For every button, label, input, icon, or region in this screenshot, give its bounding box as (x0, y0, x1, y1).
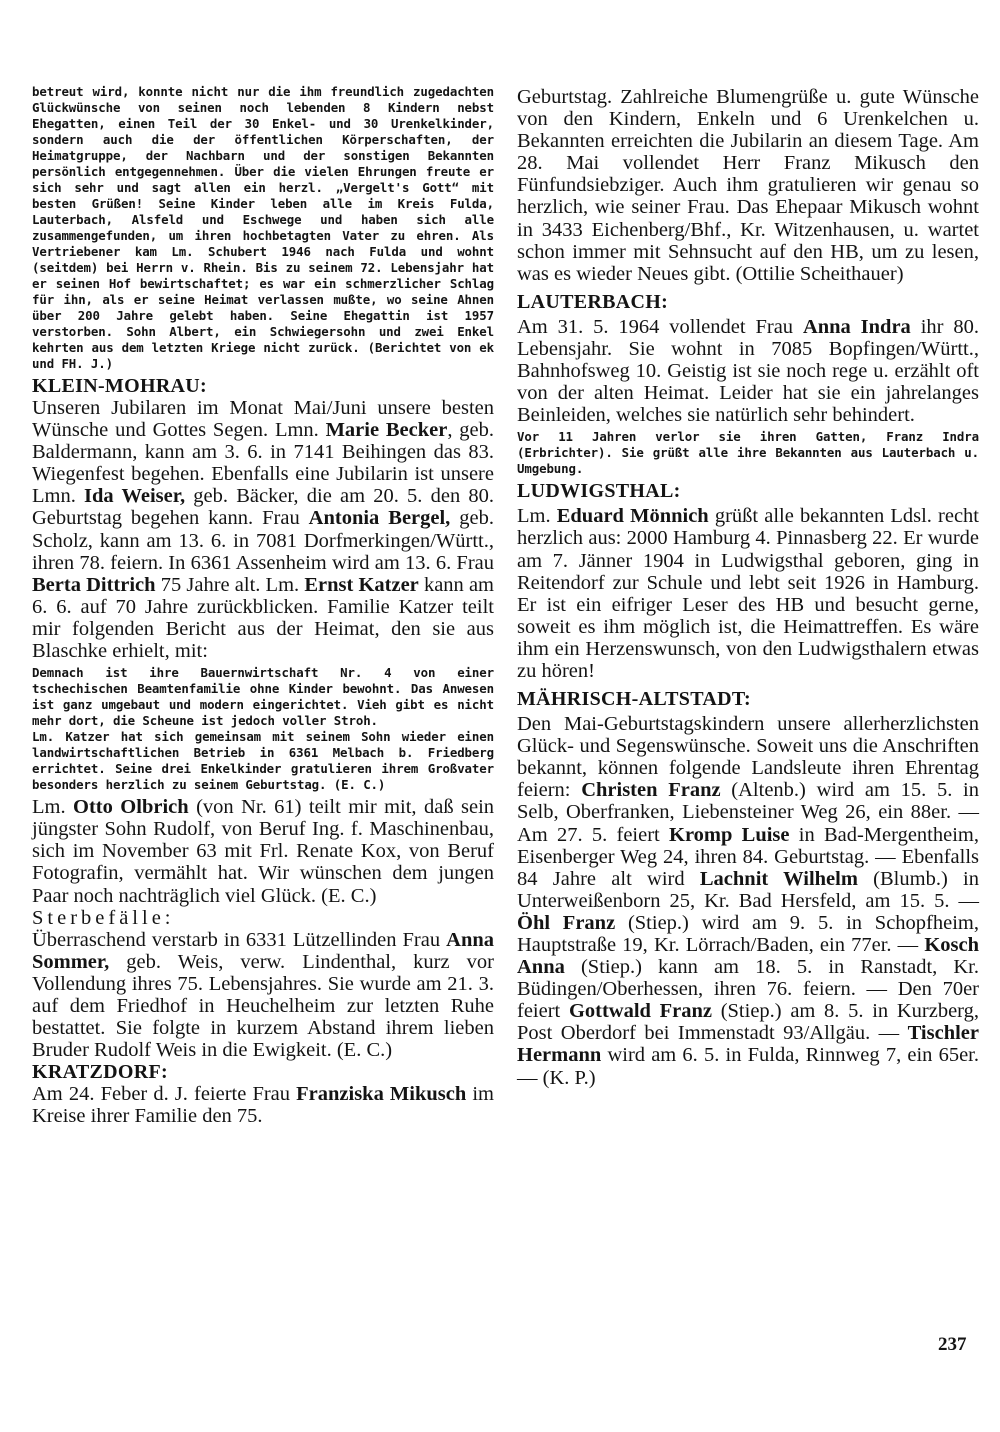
person-name: Christen Franz (581, 779, 721, 802)
person-name: Tischler Hermann (517, 1022, 979, 1067)
text: (Stiep.) am 8. 5. in Kurzberg, Post Oberdorf bei Immenstadt 93/Allgäu. — (517, 1000, 979, 1045)
person-name: Anna Sommer, (32, 928, 494, 973)
report-from-homeland: Demnach ist ihre Bauernwirtschaft Nr. 4 von einer tschechischen Beamtenfamilie ohne Kinder bewohnt. Das Anwesen ist ganz umgebaut und modern eingerichtet. Vieh gibt es nicht mehr dort, die Scheune ist jedoch voller Stroh. (32, 665, 494, 729)
person-name: Marie Becker (325, 419, 448, 442)
text: Lm. (32, 796, 74, 819)
person-name: Anna Indra (802, 315, 911, 338)
text: (Blumb.) in Unterweißenborn 25, Kr. Bad Hersfeld, am 15. 5. — (517, 867, 979, 912)
paragraph-olbrich-wedding (32, 796, 494, 906)
paragraph-klein-mohrau-birthdays (32, 397, 494, 662)
left-column (32, 84, 494, 1127)
article-continuation: betreut wird, konnte nicht nur die ihm freundlich zugedachten Glückwünsche von seinen noch lebenden 8 Kindern nebst Ehegatten, einen Teil der 30 Enkel- und 30 Urenkelkinder, sondern auch die der öffentlichen Körperschaften, der Heimatgruppe, der Nachbarn und der sonstigen Bekannten persönlich entgegennehmen. Über die vielen Ehrungen freute er sich sehr und sagt allen ein herzl. „Vergelt's Gott“ mit besten Grüßen! Seine Kinder leben alle im Kreis Fulda, Lauterbach, Alsfeld und Eschwege und haben sich alle zusammengefunden, um ihren hochbetagten Vater zu ehren. Als Vertriebener kam Lm. Schubert 1946 nach Fulda und wohnt (seitdem) bei Herrn v. Rhein. Bis zu seinem 72. Lebensjahr hat er seinen Hof bewirtschaftet; es war ein schmerzlicher Schlag für ihn, als er seine Heimat verlassen mußte, wo seine Ahnen über 200 Jahre gelebt haben. Seine Ehegattin ist 1957 verstorben. Sohn Albert, ein Schwiegersohn und zwei Enkel kehrten aus dem letzten Kriege nicht zurück. (Berichtet von ek und FH. J.) (32, 84, 494, 371)
paragraph-death-notice (32, 929, 494, 1062)
text: geb. Weis, verw. Lindenthal, kurz vor Vollendung ihres 75. Lebensjahres. Sie wurde am 21. 3. auf dem Friedhof in Heuchelheim zur letzten Ruhe bestattet. Sie folgte in kurzem Abstand ihrem lieben Bruder Rudolf Weis in die Ewigkeit. (E. C.) (32, 950, 494, 1062)
text: Den Mai-Geburtstagskindern unsere allerherzlichsten Glück- und Segenswünsche. Soweit uns die Anschriften bekannt, können folgende Landsleute ihren Ehrentag feiern: (517, 713, 979, 802)
person-name: Lachnit Wilhelm (699, 867, 858, 890)
text: (von Nr. 61) teilt mir mit, daß sein jüngster Sohn Rudolf, von Beruf Ing. f. Maschinenbau, sich im November 63 mit Frl. Renate Kox, von Beruf Fotografin, vermählt hat. Wir wünschen dem jungen Paar noch nachträglich viel Glück. (E. C.) (32, 796, 495, 907)
right-column (517, 86, 979, 1089)
person-name: Ernst Katzer (304, 573, 419, 596)
person-name: Ida Weiser, (84, 485, 186, 508)
text: 75 Jahre alt. Lm. (155, 573, 305, 596)
paragraph-kratzdorf-continued: Geburtstag. Zahlreiche Blumengrüße u. gute Wünsche von den Kindern, Enkeln und 6 Urenkelchen u. Bekannten erreichten die Jubilarin an diesem Tage. Am 28. Mai vollendet Herr Franz Mikusch den Fünfundsiebziger. Auch ihm gratulieren wir genau so herzlich, wie seiner Frau. Das Ehepaar Mikusch wohnt in 3433 Eichenberg/Bhf., Kr. Witzenhausen, u. wartet schon immer mit Sehnsucht auf den HB, um zu lesen, was es wieder Neues gibt. (Ottilie Scheithauer) (517, 86, 979, 285)
text: wird am 6. 5. in Fulda, Rinnweg 7, ein 65er. — (K. P.) (517, 1044, 979, 1089)
section-heading-maehrisch-altstadt: MÄHRISCH-ALTSTADT: (517, 688, 751, 711)
person-name: Antonia Bergel, (308, 507, 451, 530)
text: grüßt alle bekannten Ldsl. recht herzlich aus: 2000 Hamburg 4. Pinnasberg 22. Er wurde am 7. Jänner 1904 in Ludwigsthal geboren, ging in Reitendorf zur Schule und lebt seit 1926 in Hamburg. Er ist ein eifriger Leser des HB und besucht gerne, soweit es ihm möglich ist, die Heimattreffen. Es wäre ihm ein Herzenswunsch, von den Ludwigsthalern etwas zu hören! (517, 505, 980, 682)
person-name: Öhl Franz (517, 911, 616, 934)
text: , geb. Baldermann, kann am 3. 6. in 7141 Beihingen das 83. Wiegenfest begehen. Ebenfalls eine Jubilarin ist unsere Lmn. (32, 419, 494, 508)
report-katzer-farm: Lm. Katzer hat sich gemeinsam mit seinem Sohn wieder einen landwirtschaftlichen Betrieb in 6361 Melbach b. Friedberg errichtet. Seine drei Enkelkinder gratulieren ihrem Großvater besonders herzlich zu seinem Geburtstag. (E. C.) (32, 729, 494, 793)
text: in Bad-Mergentheim, Eisenberger Weg 24, ihren 84. Geburtstag. — Ebenfalls 84 Jahre alt wird (517, 823, 979, 890)
person-name: Kromp Luise (669, 823, 790, 846)
text: (Stiep.) wird am 9. 5. in Schopfheim, Hauptstraße 19, Kr. Lörrach/Baden, ein 77er. — (517, 911, 979, 956)
person-name: Otto Olbrich (73, 796, 189, 819)
section-heading-ludwigsthal: LUDWIGSTHAL: (517, 480, 681, 503)
person-name: Franziska Mikusch (296, 1083, 467, 1106)
person-name: Berta Dittrich (32, 573, 156, 596)
person-name: Kosch Anna (517, 934, 979, 979)
text: Unseren Jubilaren im Monat Mai/Juni unsere besten Wünsche und Gottes Segen. Lmn. (32, 397, 494, 442)
subheading-deaths: Sterbefälle: (32, 906, 175, 929)
text: geb. Bäcker, die am 20. 5. den 80. Geburtstag begehen kann. Frau (32, 485, 495, 530)
note-lauterbach: Vor 11 Jahren verlor sie ihren Gatten, Franz Indra (Erbrichter). Sie grüßt alle ihre Bekannten aus Lauterbach u. Umgebung. (517, 429, 979, 477)
page-number: 237 (938, 1334, 967, 1355)
text: Am 31. 5. 1964 vollendet Frau (517, 315, 803, 338)
text: Lm. (517, 505, 557, 528)
paragraph-maehrisch-altstadt (517, 713, 979, 1089)
section-heading-lauterbach: LAUTERBACH: (517, 290, 669, 313)
text: geb. Scholz, kann am 13. 6. in 7081 Dorfmerkingen/Württ., ihren 78. feiern. In 6361 Assenheim wird am 13. 6. Frau (32, 507, 495, 574)
paragraph-ludwigsthal (517, 505, 979, 682)
text: kann am 6. 6. auf 70 Jahre zurückblicken. Familie Katzer teilt mir folgenden Bericht aus der Heimat, den sie aus Blaschke erhielt, mit: (32, 573, 494, 663)
paragraph-lauterbach (517, 316, 979, 426)
person-name: Gottwald Franz (568, 1000, 713, 1023)
text: (Stiep.) kann am 18. 5. in Ranstadt, Kr. Büdingen/Oberhessen, ihren 76. feiern. — Den 70er feiert (517, 956, 979, 1023)
section-heading-kratzdorf: KRATZDORF: (32, 1061, 168, 1084)
text: Überraschend verstarb in 6331 Lützellinden Frau (32, 928, 447, 951)
text: im Kreise ihrer Familie den 75. (32, 1083, 494, 1128)
text: Am 24. Feber d. J. feierte Frau (32, 1083, 297, 1106)
paragraph-kratzdorf (32, 1083, 494, 1127)
section-heading-klein-mohrau: KLEIN-MOHRAU: (32, 375, 208, 397)
person-name: Eduard Mönnich (556, 505, 709, 528)
text: (Altenb.) wird am 15. 5. in Selb, Oberfranken, Liebensteiner Weg 26, ein 88er. — Am 27. 5. feiert (517, 779, 979, 846)
text: ihr 80. Lebensjahr. Sie wohnt in 7085 Bopfingen/Württ., Bahnhofsweg 10. Geistig ist sie noch rege u. erzählt oft von der alten Heimat. Leider hat sie ein jahrelanges Beinleiden, welches sie natürlich sehr behindert. (517, 315, 979, 427)
